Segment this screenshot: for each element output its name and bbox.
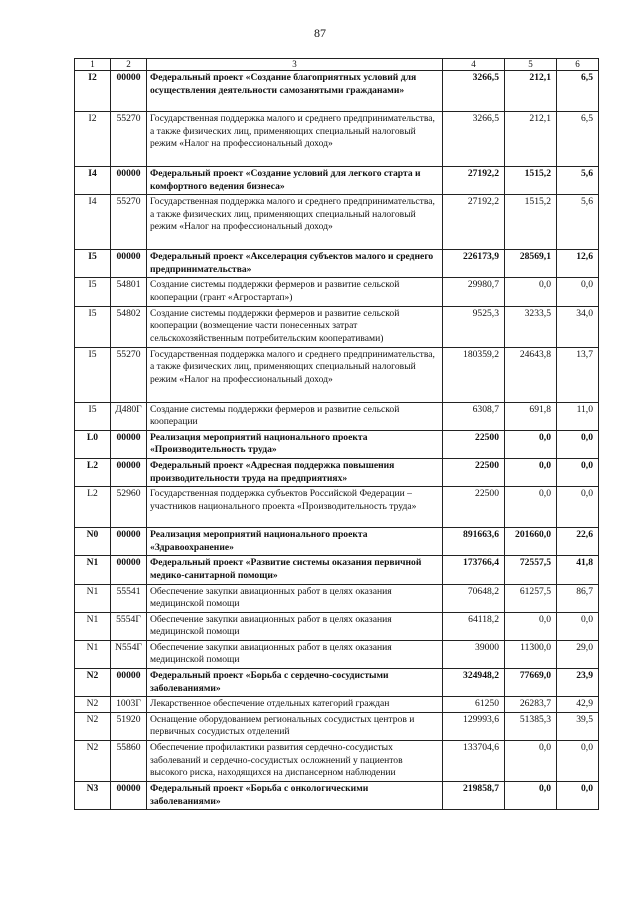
code-cell: I5 (75, 402, 111, 430)
value-cell: 51385,3 (505, 712, 557, 740)
code-cell: I2 (75, 112, 111, 167)
table-row (75, 741, 599, 782)
code-cell: I4 (75, 167, 111, 195)
value-cell: 6308,7 (443, 402, 505, 430)
header-cell: 4 (443, 59, 505, 71)
value-cell: 3266,5 (443, 112, 505, 167)
table-row (75, 167, 599, 195)
subcode-cell: 55270 (111, 112, 147, 167)
percent-cell: 34,0 (557, 306, 599, 347)
percent-cell: 0,0 (557, 782, 599, 810)
percent-cell: 13,7 (557, 347, 599, 402)
percent-cell: 5,6 (557, 167, 599, 195)
subcode-cell: 00000 (111, 669, 147, 697)
value-cell: 39000 (443, 640, 505, 668)
value-cell: 9525,3 (443, 306, 505, 347)
table-row (75, 712, 599, 740)
table-row (75, 487, 599, 528)
value-cell: 70648,2 (443, 584, 505, 612)
budget-table (74, 58, 599, 810)
subcode-cell: 1003Г (111, 697, 147, 713)
name-cell: Лекарственное обеспечение отдельных категорий граждан (147, 697, 443, 713)
table-row (75, 669, 599, 697)
table-row (75, 430, 599, 458)
header-cell: 1 (75, 59, 111, 71)
value-cell: 201660,0 (505, 528, 557, 556)
name-cell: Государственная поддержка малого и среднего предпринимательства, а также физических лиц, применяющих специальный налоговый режим «Налог на профессиональный доход» (147, 112, 443, 167)
code-cell: N1 (75, 584, 111, 612)
value-cell: 1515,2 (505, 167, 557, 195)
percent-cell: 6,5 (557, 71, 599, 112)
header-cell: 6 (557, 59, 599, 71)
name-cell: Создание системы поддержки фермеров и развитие сельской кооперации (147, 402, 443, 430)
name-cell: Обеспечение закупки авиационных работ в целях оказания медицинской помощи (147, 584, 443, 612)
subcode-cell: 00000 (111, 71, 147, 112)
table-row (75, 556, 599, 584)
percent-cell: 86,7 (557, 584, 599, 612)
name-cell: Реализация мероприятий национального проекта «Производительность труда» (147, 430, 443, 458)
value-cell: 27192,2 (443, 167, 505, 195)
percent-cell: 22,6 (557, 528, 599, 556)
code-cell: L2 (75, 458, 111, 486)
percent-cell: 23,9 (557, 669, 599, 697)
page-number: 87 (314, 26, 326, 40)
value-cell: 219858,7 (443, 782, 505, 810)
percent-cell: 0,0 (557, 430, 599, 458)
code-cell: I5 (75, 347, 111, 402)
code-cell: I5 (75, 306, 111, 347)
value-cell: 29980,7 (443, 278, 505, 306)
name-cell: Создание системы поддержки фермеров и развитие сельской кооперации (возмещение части понесенных затрат сельскохозяйственным потребительским кооперативами) (147, 306, 443, 347)
percent-cell: 0,0 (557, 741, 599, 782)
name-cell: Федеральный проект «Борьба с сердечно-сосудистыми заболеваниями» (147, 669, 443, 697)
name-cell: Государственная поддержка малого и среднего предпринимательства, а также физических лиц, применяющих специальный налоговый режим «Налог на профессиональный доход» (147, 195, 443, 250)
header-cell: 3 (147, 59, 443, 71)
name-cell: Обеспечение профилактики развития сердечно-сосудистых заболеваний и сердечно-сосудистых осложнений у пациентов высокого риска, находящихся на диспансерном наблюдении (147, 741, 443, 782)
value-cell: 64118,2 (443, 612, 505, 640)
code-cell: N2 (75, 697, 111, 713)
value-cell: 0,0 (505, 430, 557, 458)
value-cell: 324948,2 (443, 669, 505, 697)
name-cell: Обеспечение закупки авиационных работ в целях оказания медицинской помощи (147, 640, 443, 668)
value-cell: 180359,2 (443, 347, 505, 402)
code-cell: N3 (75, 782, 111, 810)
percent-cell: 5,6 (557, 195, 599, 250)
value-cell: 22500 (443, 458, 505, 486)
code-cell: I5 (75, 250, 111, 278)
subcode-cell: 00000 (111, 250, 147, 278)
percent-cell: 0,0 (557, 458, 599, 486)
subcode-cell: 55270 (111, 347, 147, 402)
table-row (75, 250, 599, 278)
value-cell: 24643,8 (505, 347, 557, 402)
subcode-cell: 00000 (111, 782, 147, 810)
value-cell: 0,0 (505, 278, 557, 306)
table-row (75, 347, 599, 402)
header-cell: 2 (111, 59, 147, 71)
table-row (75, 612, 599, 640)
value-cell: 212,1 (505, 112, 557, 167)
subcode-cell: 54802 (111, 306, 147, 347)
name-cell: Федеральный проект «Развитие системы оказания первичной медико-санитарной помощи» (147, 556, 443, 584)
code-cell: N1 (75, 556, 111, 584)
percent-cell: 41,8 (557, 556, 599, 584)
subcode-cell: 00000 (111, 528, 147, 556)
value-cell: 22500 (443, 487, 505, 528)
subcode-cell: 00000 (111, 458, 147, 486)
subcode-cell: 52960 (111, 487, 147, 528)
name-cell: Федеральный проект «Создание благоприятных условий для осуществления деятельности самозанятыми гражданами» (147, 71, 443, 112)
table-row (75, 528, 599, 556)
value-cell: 212,1 (505, 71, 557, 112)
name-cell: Оснащение оборудованием региональных сосудистых центров и первичных сосудистых отделений (147, 712, 443, 740)
name-cell: Создание системы поддержки фермеров и развитие сельской кооперации (грант «Агростартап») (147, 278, 443, 306)
code-cell: N0 (75, 528, 111, 556)
code-cell: I4 (75, 195, 111, 250)
code-cell: L0 (75, 430, 111, 458)
subcode-cell: 00000 (111, 430, 147, 458)
value-cell: 28569,1 (505, 250, 557, 278)
subcode-cell: 55270 (111, 195, 147, 250)
value-cell: 691,8 (505, 402, 557, 430)
subcode-cell: 55541 (111, 584, 147, 612)
name-cell: Обеспечение закупки авиационных работ в целях оказания медицинской помощи (147, 612, 443, 640)
code-cell: N2 (75, 741, 111, 782)
subcode-cell: 55860 (111, 741, 147, 782)
code-cell: I2 (75, 71, 111, 112)
percent-cell: 0,0 (557, 612, 599, 640)
table-row (75, 697, 599, 713)
table-row (75, 458, 599, 486)
table-row (75, 112, 599, 167)
code-cell: I5 (75, 278, 111, 306)
name-cell: Государственная поддержка субъектов Российской Федерации – участников национального проекта «Производительность труда» (147, 487, 443, 528)
value-cell: 77669,0 (505, 669, 557, 697)
name-cell: Федеральный проект «Борьба с онкологическими заболеваниями» (147, 782, 443, 810)
table-row (75, 640, 599, 668)
subcode-cell: 5554Г (111, 612, 147, 640)
percent-cell: 11,0 (557, 402, 599, 430)
value-cell: 226173,9 (443, 250, 505, 278)
table-row (75, 71, 599, 112)
name-cell: Государственная поддержка малого и среднего предпринимательства, а также физических лиц, применяющих специальный налоговый режим «Налог на профессиональный доход» (147, 347, 443, 402)
code-cell: N1 (75, 640, 111, 668)
value-cell: 61257,5 (505, 584, 557, 612)
value-cell: 0,0 (505, 612, 557, 640)
name-cell: Федеральный проект «Адресная поддержка повышения производительности труда на предприятиях» (147, 458, 443, 486)
percent-cell: 0,0 (557, 487, 599, 528)
code-cell: N1 (75, 612, 111, 640)
value-cell: 891663,6 (443, 528, 505, 556)
header-cell: 5 (505, 59, 557, 71)
value-cell: 0,0 (505, 458, 557, 486)
name-cell: Федеральный проект «Акселерация субъектов малого и среднего предпринимательства» (147, 250, 443, 278)
value-cell: 173766,4 (443, 556, 505, 584)
value-cell: 72557,5 (505, 556, 557, 584)
value-cell: 0,0 (505, 487, 557, 528)
percent-cell: 39,5 (557, 712, 599, 740)
name-cell: Федеральный проект «Создание условий для легкого старта и комфортного ведения бизнеса» (147, 167, 443, 195)
percent-cell: 12,6 (557, 250, 599, 278)
table-row (75, 195, 599, 250)
value-cell: 133704,6 (443, 741, 505, 782)
subcode-cell: 00000 (111, 556, 147, 584)
table-row (75, 402, 599, 430)
subcode-cell: 54801 (111, 278, 147, 306)
table-row (75, 306, 599, 347)
table-row (75, 278, 599, 306)
value-cell: 3233,5 (505, 306, 557, 347)
percent-cell: 0,0 (557, 278, 599, 306)
percent-cell: 6,5 (557, 112, 599, 167)
table-row (75, 584, 599, 612)
value-cell: 0,0 (505, 782, 557, 810)
subcode-cell: 00000 (111, 167, 147, 195)
table-row (75, 782, 599, 810)
value-cell: 1515,2 (505, 195, 557, 250)
code-cell: N2 (75, 669, 111, 697)
code-cell: N2 (75, 712, 111, 740)
value-cell: 129993,6 (443, 712, 505, 740)
value-cell: 61250 (443, 697, 505, 713)
value-cell: 26283,7 (505, 697, 557, 713)
value-cell: 22500 (443, 430, 505, 458)
percent-cell: 29,0 (557, 640, 599, 668)
header-row (75, 59, 599, 71)
subcode-cell: N554Г (111, 640, 147, 668)
value-cell: 27192,2 (443, 195, 505, 250)
value-cell: 3266,5 (443, 71, 505, 112)
subcode-cell: 51920 (111, 712, 147, 740)
code-cell: L2 (75, 487, 111, 528)
percent-cell: 42,9 (557, 697, 599, 713)
subcode-cell: Д480Г (111, 402, 147, 430)
value-cell: 0,0 (505, 741, 557, 782)
value-cell: 11300,0 (505, 640, 557, 668)
name-cell: Реализация мероприятий национального проекта «Здравоохранение» (147, 528, 443, 556)
